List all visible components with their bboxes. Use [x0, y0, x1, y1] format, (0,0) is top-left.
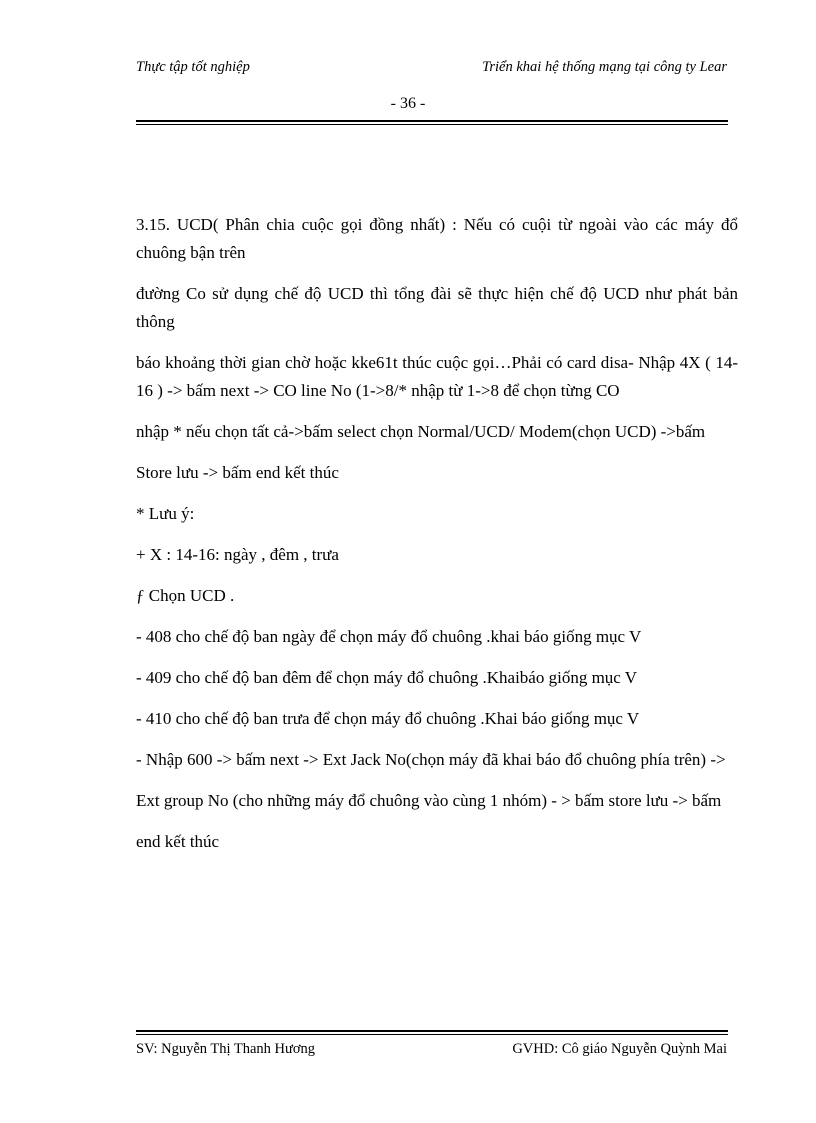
note-label: * Lưu ý: [136, 504, 195, 523]
paragraph: nhập * nếu chọn tất cả->bấm select chọn Normal/UCD/ Modem(chọn UCD) ->bấm [136, 422, 706, 441]
header-left-title: Thực tập tốt nghiệp [136, 59, 250, 75]
paragraph: Ext group No (cho những máy đổ chuông vào cùng 1 nhóm) - > bấm store lưu -> bấm [136, 791, 722, 810]
footer-rule [136, 1030, 728, 1035]
footer-student-name: SV: Nguyễn Thị Thanh Hương [136, 1041, 316, 1057]
document-body [136, 211, 738, 869]
list-item: - 410 cho chế độ ban trưa để chọn máy đổ chuông .Khai báo giống mục V [136, 709, 640, 728]
list-item: - 408 cho chế độ ban ngày để chọn máy đổ chuông .khai báo giống mục V [136, 627, 642, 646]
paragraph: đường Co sử dụng chế độ UCD thì tổng đài sẽ thực hiện chế độ UCD như phát bản thông [136, 284, 738, 331]
paragraph: end kết thúc [136, 832, 220, 851]
paragraph: Store lưu -> bấm end kết thúc [136, 463, 339, 482]
list-item: - Nhập 600 -> bấm next -> Ext Jack No(chọn máy đã khai báo đổ chuông phía trên) -> [136, 750, 726, 769]
list-item: - 409 cho chế độ ban đêm để chọn máy đổ chuông .Khaibáo giống mục V [136, 668, 638, 687]
paragraph: báo khoảng thời gian chờ hoặc kke61t thúc cuộc gọi…Phải có card disa- Nhập 4X ( 14-16 ) -> bấm next -> CO line No (1->8/* nhập từ 1->8 để chọn từng CO [136, 353, 738, 400]
paragraph-section-heading: 3.15. UCD( Phân chia cuộc gọi đồng nhất) : Nếu có cuội từ ngoài vào các máy đổ chuông bận trên [136, 215, 738, 262]
footer-advisor-name: GVHD: Cô giáo Nguyễn Quỳnh Mai [512, 1041, 727, 1057]
header-rule [136, 120, 728, 125]
page-number: - 36 - [390, 95, 426, 112]
list-item: ƒ Chọn UCD . [136, 586, 235, 605]
header-right-title: Triển khai hệ thống mạng tại công ty Lear [482, 59, 727, 75]
list-item: + X : 14-16: ngày , đêm , trưa [136, 545, 339, 564]
